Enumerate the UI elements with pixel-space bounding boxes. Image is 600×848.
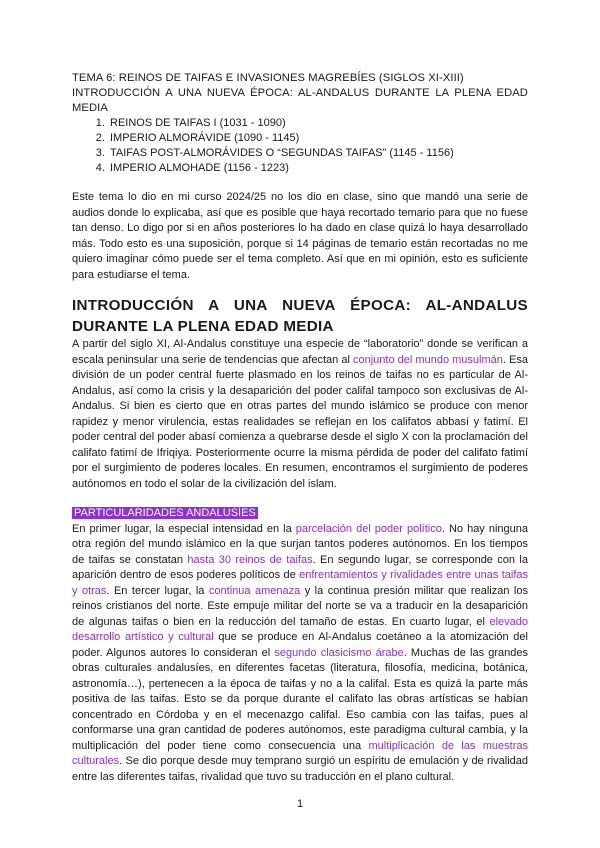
document-page — [72, 71, 528, 785]
topic-title: TEMA 6: REINOS DE TAIFAS E INVASIONES MAGREBÍES (SIGLOS XI-XIII) — [72, 72, 464, 84]
highlight-text: multiplicación de las muestras culturales — [72, 739, 528, 767]
highlight-text: parcelación del poder político — [295, 522, 442, 535]
toc-item: 3. TAIFAS POST-ALMORÁVIDES O “SEGUNDAS TAIFAS” (1145 - 1156) — [108, 146, 528, 161]
subheading-block — [72, 506, 528, 522]
paragraph-intro-section: A partir del siglo XI, Al-Andalus constituye una especie de “laboratorio” donde se verifican a escala peninsular una serie de tendencias que afectan al conjunto del mundo musulmán. Esa división de un poder central fuerte plasmado en los reinos de taifas no es particular de Al-Andalus, así como la crisis y la desaparición del poder califal tampoco son exclusivas de Al-Andalus. Si bien es cierto que en otras partes del mundo islámico se produce con menor rapidez y menor virulencia, estas realidades se reflejan en los califatos abbasí y fatimí. El poder central del poder abasí comienza a quebrarse desde el siglo X con la proclamación del califato fatimí de Ifriqiya. Posteriormente ocurre la misma pérdida de poder del califato fatimí por el surgimiento de poderes locales. En resumen, encontramos el surgimiento de poderes autónomos en todo el solar de la civilización del islam. — [72, 338, 528, 490]
page-number: 1 — [296, 798, 304, 810]
topic-subtitle: INTRODUCCIÓN A UNA NUEVA ÉPOCA: AL-ANDALUS DURANTE LA PLENA EDAD MEDIA — [72, 87, 528, 114]
highlight-text: enfrentamientos y rivalidades entre unas taifas y otras — [72, 569, 528, 597]
highlight-text: continua amenaza — [208, 584, 301, 597]
toc-item: 1. REINOS DE TAIFAS I (1031 - 1090) — [108, 116, 528, 131]
toc-item: 2. IMPERIO ALMORÁVIDE (1090 - 1145) — [108, 131, 528, 146]
intro-note: Este tema lo dio en mi curso 2024/25 no los dio en clase, sino que mandó una serie de audios donde lo explicaba, así que es posible que haya recortado temario para que no fuese tan denso. Lo digo por si en años posteriores lo ha dado en clase quizá lo haya desarrollado más. Todo esto es una suposición, porque si 14 páginas de temario están recortadas no me quiero imaginar cómo puede ser el tema completo. Así que en mi opinión, esto es suficiente para estudiarse el tema. — [72, 191, 528, 281]
table-of-contents — [72, 116, 528, 176]
section-heading: INTRODUCCIÓN A UNA NUEVA ÉPOCA: AL-ANDALUS DURANTE LA PLENA EDAD MEDIA — [72, 297, 528, 335]
paragraph-particularities: En primer lugar, la especial intensidad en la parcelación del poder político. No hay ninguna otra región del mundo islámico en la que surjan tantos poderes autónomos. En los tiempos de taifas se constatan hasta 30 reinos de taifas. En segundo lugar, se corresponde con la aparición dentro de esos poderes políticos de enfrentamientos y rivalidades entre unas taifas y otras. En tercer lugar, la continua amenaza y la continua presión militar que realizan los reinos cristianos del norte. Este empuje militar del norte se va a traducir en la desaparición de algunas taifas o bien en la reducción del tamaño de estas. En cuarto lugar, el elevado desarrollo artístico y cultural que se produce en Al-Andalus coetáneo a la atomización del poder. Algunos autores lo consideran el segundo clasicismo árabe. Muchas de las grandes obras culturales andalusíes, en diferentes facetas (literatura, filosofía, medicina, botánica, astronomía…), pertenecen a la época de taifas y no a la califal. Esta es quizá la parte más positiva de las taifas. Esto se da porque durante el califato las obras artísticas se habían concentrado en Córdoba y en el mecenazgo califal. Eso cambia con las taifas, pues al conformarse una gran cantidad de poderes autónomos, este paradigma cultural cambia, y la multiplicación del poder tiene como consecuencia una multiplicación de las muestras culturales. Se dio porque desde muy temprano surgió un espíritu de emulación y de rivalidad entre las diferentes taifas, rivalidad que tuvo su traducción en el plano cultural. — [72, 522, 529, 783]
highlight-text: conjunto del mundo musulmán — [352, 353, 503, 366]
highlight-text: elevado desarrollo artístico y cultural — [72, 615, 528, 643]
subheading: PARTICULARIDADES ANDALUSÍES — [74, 507, 256, 519]
toc-item: 4. IMPERIO ALMOHADE (1156 - 1223) — [108, 161, 528, 176]
highlight-text: segundo clasicismo árabe — [274, 646, 404, 659]
highlight-text: hasta 30 reinos de taifas — [187, 553, 313, 566]
